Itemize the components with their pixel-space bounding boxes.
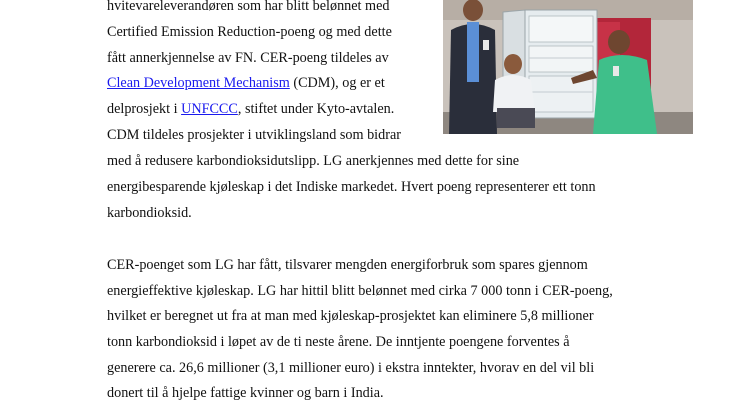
unfccc-link[interactable]: UNFCCC <box>181 101 238 117</box>
paragraph1-line8: energibesparende kjøleskap i det Indiske markedet. Hvert poeng representerer ett tonn <box>107 179 596 195</box>
paragraph1-line5-text: , stiftet under Kyto-avtalen. <box>237 101 395 117</box>
photo-icon <box>443 0 693 134</box>
paragraph2-line2: energieffektive kjøleskap. LG har hittil blitt belønnet med cirka 7 000 tonn i CER-poeng, <box>107 283 613 299</box>
paragraph2-line4: tonn karbondioksid i løpet av de ti neste årene. De inntjente poengene forventes å <box>107 334 570 350</box>
paragraph2-line5: generere ca. 26,6 millioner (3,1 millioner euro) i ekstra inntekter, hvorav en del vil bli <box>107 360 595 376</box>
paragraph1-line6: CDM tildeles prosjekter i utviklingsland som bidrar <box>107 127 401 143</box>
paragraph2-line1: CER-poenget som LG har fått, tilsvarer mengden energiforbruk som spares gjennom <box>107 257 588 273</box>
paragraph1-line5 <box>107 100 394 118</box>
paragraph2-line3: hvilket er beregnet ut fra at man med kjøleskap-prosjektet kan eliminere 5,8 millioner <box>107 308 594 324</box>
paragraph1-line3: fått annerkjennelse av FN. CER-poeng tildeles av <box>107 50 389 66</box>
cdm-link[interactable]: Clean Development Mechanism <box>107 75 290 91</box>
paragraph1-line5-pre: delprosjekt i <box>107 101 182 117</box>
paragraph1-line4 <box>107 74 385 92</box>
article-photo <box>443 0 693 134</box>
paragraph1-line2: Certified Emission Reduction-poeng og med dette <box>107 24 392 40</box>
paragraph1-line7: med å redusere karbondioksidutslipp. LG anerkjennes med dette for sine <box>107 153 520 169</box>
paragraph1-line4-text: (CDM), og er et <box>289 75 385 91</box>
paragraph2-line6: donert til å hjelpe fattige kvinner og barn i India. <box>107 385 384 401</box>
paragraph1-line1: hvitevareleverandøren som har blitt belønnet med <box>107 0 390 14</box>
paragraph1-line9: karbondioksid. <box>107 205 192 221</box>
